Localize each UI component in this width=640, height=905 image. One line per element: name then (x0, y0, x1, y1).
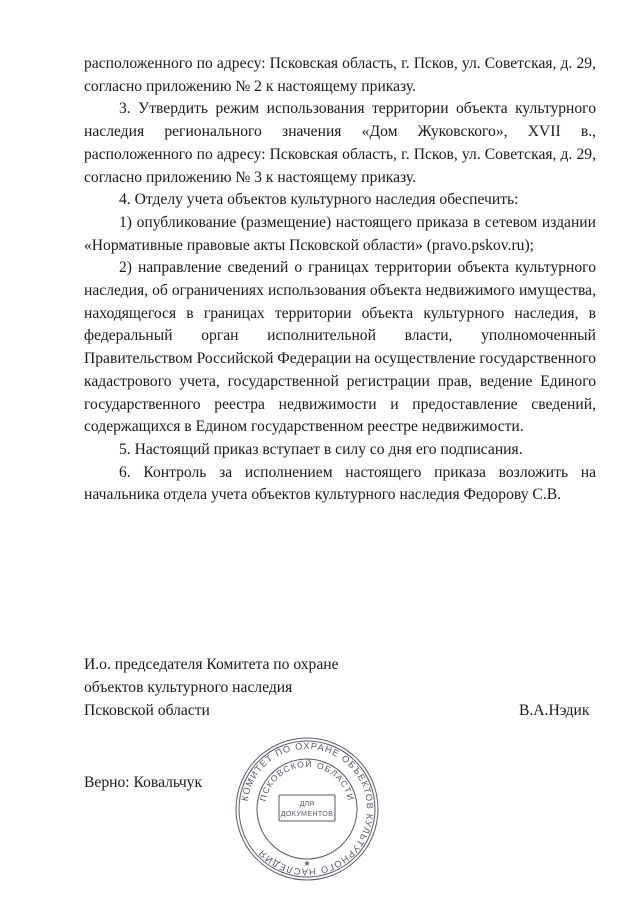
paragraph-subitem-1: 1) опубликование (размещение) настоящего приказа в сетевом издании «Нормативные правовые акты Псковской области» (pravo.pskov.ru); (84, 213, 596, 254)
signer-name: В.А.Нэдик (519, 702, 590, 719)
paragraph-subitem-2: 2) направление сведений о границах территории объекта культурного наследия, об ограничениях использования объекта недвижимого имущества, находящегося в границах территории объекта культурного наследия, в федеральный орган исполнительной власти, уполномоченный Правительством Российской Федерации на осуществление государственного кадастрового учета, государственной регистрации прав, ведение Единого государственного реестра недвижимости и предоставление сведений, содержащихся в Едином государственном реестре недвижимости. (84, 259, 596, 436)
official-seal (233, 735, 381, 883)
seal-star-icon: ★ (303, 859, 311, 868)
order-body (84, 53, 596, 507)
paragraph-address-continuation: расположенного по адресу: Псковская область, г. Псков, ул. Советская, д. 29, согласно приложению № 2 к настоящему приказу. (84, 55, 596, 95)
paragraph-item-3: 3. Утвердить режим использования территории объекта культурного наследия регионального значения «Дом Жуковского», XVII в., расположенного по адресу: Псковская область, г. Псков, ул. Советская, д. 29, согласно приложению № 3 к настоящему приказу. (84, 100, 596, 186)
seal-center-line: ДЛЯ (299, 801, 315, 808)
signer-position-line: объектов культурного наследия (84, 679, 293, 696)
verification-note: Верно: Ковальчук (84, 774, 203, 791)
seal-center-line: ДОКУМЕНТОВ (280, 811, 334, 818)
paragraph-item-5: 5. Настоящий приказ вступает в силу со дня его подписания. (119, 440, 523, 458)
seal-inner-text: ПСКОВСКОЙ ОБЛАСТИ (257, 758, 357, 803)
paragraph-item-4: 4. Отделу учета объектов культурного наследия обеспечить: (119, 191, 519, 209)
seal-graphic (233, 735, 381, 883)
signer-position-line: Псковской области (84, 702, 210, 719)
paragraph-item-6: 6. Контроль за исполнением настоящего приказа возложить на начальника отдела учета объектов культурного наследия Федорову С.В. (84, 463, 596, 504)
seal-outer-text: КОМИТЕТ ПО ОХРАНЕ ОБЪЕКТОВ КУЛЬТУРНОГО НАСЛЕДИЯ (239, 740, 376, 878)
signer-position-line: И.о. председателя Комитета по охране (84, 656, 339, 673)
